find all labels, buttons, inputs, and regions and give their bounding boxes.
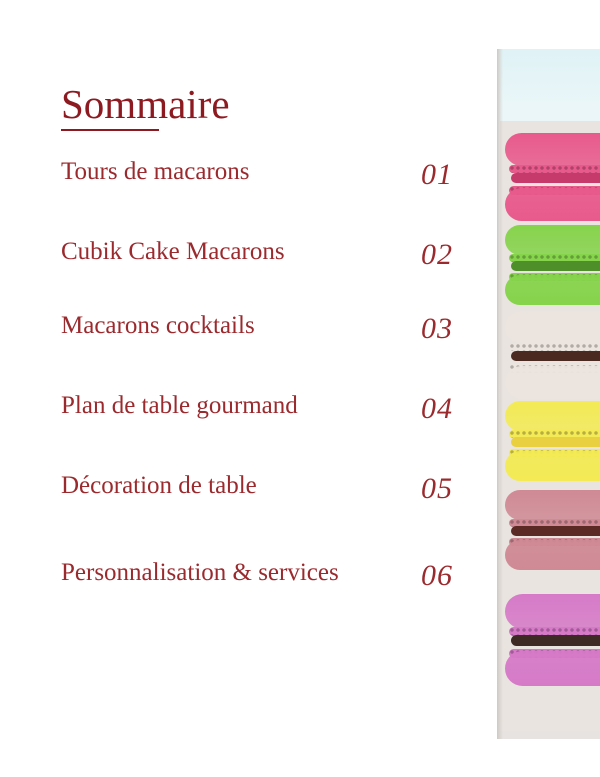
macaron-filling [511,261,600,271]
macaron-filling [511,526,600,536]
toc-item-page-number: 06 [421,559,453,592]
toc-item-label: Personnalisation & services [61,559,339,586]
macaron-filling [511,173,600,184]
macaron-shell-top [505,401,600,431]
toc-item-page-number: 01 [421,158,453,191]
toc-item-plan-de-table-gourmand[interactable] [0,390,470,430]
toc-item-page-number: 02 [421,238,453,271]
title-underline [61,129,159,131]
toc-item-label: Tours de macarons [61,158,250,185]
toc-item-label: Décoration de table [61,472,257,499]
photo-edge-shadow [497,49,503,739]
page-title: Sommaire [61,81,230,127]
macaron-filling [511,437,600,447]
toc-item-personnalisation-services[interactable] [0,557,470,597]
violet-macaron [505,594,600,686]
macaron-shell-top [505,133,600,166]
macaron-shell-top [505,594,600,629]
toc-item-page-number: 05 [421,472,453,505]
macaron-shell-bottom [505,275,600,305]
pink-macaron [505,133,600,221]
macarons-photo [497,49,600,739]
macaron-shell-top [505,225,600,255]
toc-item-label: Plan de table gourmand [61,392,298,419]
toc-item-cubik-cake-macarons[interactable] [0,236,470,276]
chocolate-vanilla-macaron [505,311,600,399]
macaron-shell-top [505,490,600,520]
macaron-shell-top [505,311,600,344]
toc-item-tours-de-macarons[interactable] [0,156,470,196]
macaron-shell-bottom [505,651,600,686]
toc-item-page-number: 04 [421,392,453,425]
toc-item-label: Macarons cocktails [61,312,255,339]
green-macaron [505,225,600,305]
macaron-shell-bottom [505,188,600,221]
macaron-shell-bottom [505,540,600,570]
toc-item-macarons-cocktails[interactable] [0,310,470,350]
toc-item-decoration-de-table[interactable] [0,470,470,510]
macaron-filling [511,351,600,362]
macaron-shell-bottom [505,451,600,481]
macaron-filling [511,635,600,646]
lemon-macaron [505,401,600,481]
toc-item-label: Cubik Cake Macarons [61,238,285,265]
macaron-shell-bottom [505,366,600,399]
raspberry-macaron [505,490,600,570]
toc-item-page-number: 03 [421,312,453,345]
